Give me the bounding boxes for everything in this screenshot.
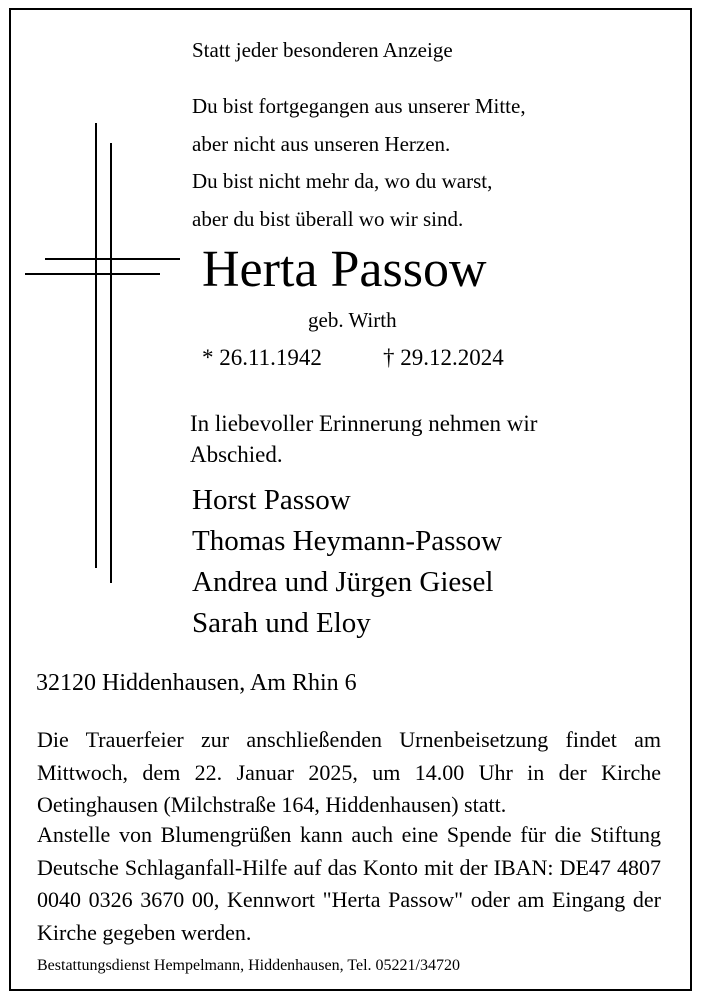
notice-header: Statt jeder besonderen Anzeige (192, 38, 453, 62)
service-info: Die Trauerfeier zur anschließenden Urnenbeisetzung findet am Mittwoch, dem 22. Januar 2025, um 14.00 Uhr in der Kirche Oetinghausen (Milchstraße 164, Hiddenhausen) statt. (37, 727, 661, 817)
family-member: Sarah und Eloy (192, 607, 371, 639)
memory-text (190, 408, 537, 470)
poem-line: Du bist fortgegangen aus unserer Mitte, (192, 94, 526, 118)
birth-date: * 26.11.1942 (202, 345, 322, 370)
memory-line: In liebevoller Erinnerung nehmen wir (190, 411, 538, 436)
address: 32120 Hiddenhausen, Am Rhin 6 (36, 670, 357, 696)
family-list (192, 480, 502, 644)
memory-line: Abschied. (190, 442, 283, 467)
family-member: Andrea und Jürgen Giesel (192, 566, 494, 598)
poem (192, 88, 526, 238)
poem-line: Du bist nicht mehr da, wo du warst, (192, 169, 493, 193)
death-date: † 29.12.2024 (383, 345, 504, 370)
family-member: Thomas Heymann-Passow (192, 525, 503, 557)
deceased-name: Herta Passow (202, 241, 487, 298)
poem-line: aber du bist überall wo wir sind. (192, 206, 464, 231)
donation-info: Anstelle von Blumengrüßen kann auch eine Spende für die Stiftung Deutsche Schlaganfall-Hilfe auf das Konto mit der IBAN: DE47 4807 0040 0326 3670 00, Kennwort "Herta Passow" oder am Eingang der Kirche gegeben werden. (37, 822, 661, 945)
funeral-home-footer: Bestattungsdienst Hempelmann, Hiddenhausen, Tel. 05221/34720 (37, 957, 460, 974)
poem-line: aber nicht aus unseren Herzen. (192, 131, 451, 156)
maiden-name: geb. Wirth (308, 308, 397, 332)
family-member: Horst Passow (192, 484, 351, 516)
